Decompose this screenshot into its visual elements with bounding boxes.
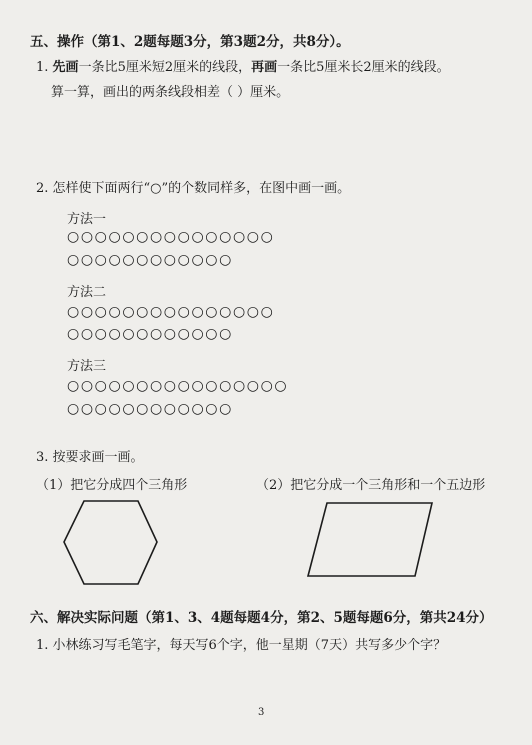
circle-glyph: ○	[274, 378, 289, 394]
circle-glyph: ○	[163, 378, 178, 394]
circle-glyph: ○	[94, 401, 109, 417]
circle-glyph: ○	[67, 229, 81, 245]
circle-glyph: ○	[67, 378, 81, 394]
circle-glyph: ○	[219, 304, 233, 320]
method-3-circle-row-1	[67, 379, 288, 393]
circle-glyph: ○	[122, 378, 137, 394]
circle-glyph: ○	[260, 229, 275, 245]
question-1-line-1	[36, 56, 450, 75]
question-3-text: 3. 按要求画一画。	[36, 450, 144, 465]
question-1-line-2: 算一算，画出的两条线段相差（ ）厘米。	[51, 85, 290, 100]
question-1-number: 1.	[36, 60, 49, 75]
circle-glyph: ○	[191, 229, 206, 245]
circle-glyph: ○	[67, 252, 81, 268]
circle-glyph: ○	[177, 229, 192, 245]
circle-glyph: ○	[122, 326, 137, 342]
circle-glyph: ○	[205, 401, 220, 417]
circle-glyph: ○	[108, 304, 123, 320]
circle-glyph: ○	[80, 401, 95, 417]
circle-glyph: ○	[94, 304, 109, 320]
section-6-question-1: 1. 小林练习写毛笔字，每天写6个字，他一星期（7天）共写多少个字？	[36, 638, 447, 653]
circle-glyph: ○	[177, 252, 192, 268]
circle-glyph: ○	[136, 378, 150, 394]
circle-glyph: ○	[136, 304, 150, 320]
circle-glyph: ○	[136, 252, 150, 268]
circle-glyph: ○	[191, 378, 206, 394]
circle-glyph: ○	[67, 401, 81, 417]
circle-glyph: ○	[163, 401, 178, 417]
circle-glyph: ○	[136, 401, 150, 417]
circle-glyph: ○	[80, 252, 95, 268]
method-1-circle-row-2	[67, 253, 233, 267]
circle-glyph: ○	[219, 401, 233, 417]
circle-glyph: ○	[122, 401, 137, 417]
circle-glyph: ○	[80, 304, 95, 320]
page-number: 3	[258, 707, 265, 718]
method-2-label: 方法二	[67, 285, 107, 300]
question-1-first-emphasis: 先画	[52, 60, 79, 75]
circle-glyph: ○	[205, 252, 220, 268]
hexagon-figure	[60, 498, 160, 588]
circle-glyph: ○	[232, 378, 247, 394]
circle-glyph: ○	[108, 401, 123, 417]
circle-glyph: ○	[163, 326, 178, 342]
circle-glyph: ○	[108, 378, 123, 394]
question-2-text: 2. 怎样使下面两行“○”的个数同样多，在图中画一画。	[36, 181, 351, 196]
circle-glyph: ○	[122, 252, 137, 268]
circle-glyph: ○	[177, 326, 192, 342]
circle-glyph: ○	[191, 326, 206, 342]
hexagon-outline	[64, 501, 157, 584]
method-3-label: 方法三	[67, 359, 107, 374]
circle-glyph: ○	[232, 229, 247, 245]
circle-glyph: ○	[108, 229, 123, 245]
circle-glyph: ○	[177, 378, 192, 394]
circle-glyph: ○	[246, 304, 261, 320]
parallelogram-figure	[303, 498, 438, 583]
parallelogram-outline	[308, 503, 432, 576]
question-1-first-text: 一条比5厘米短2厘米的线段，	[78, 60, 252, 75]
circle-glyph: ○	[94, 252, 109, 268]
circle-glyph: ○	[149, 401, 164, 417]
circle-glyph: ○	[232, 304, 247, 320]
circle-glyph: ○	[122, 229, 137, 245]
circle-glyph: ○	[191, 401, 206, 417]
circle-glyph: ○	[149, 229, 164, 245]
circle-glyph: ○	[177, 401, 192, 417]
section-6-title: 六、解决实际问题（第1、3、4题每题4分，第2、5题每题6分，第共24分）	[30, 610, 493, 626]
circle-glyph: ○	[94, 326, 109, 342]
section-5-title: 五、操作（第1、2题每题3分，第3题2分，共8分）。	[30, 34, 350, 50]
circle-glyph: ○	[191, 304, 206, 320]
circle-glyph: ○	[246, 378, 261, 394]
method-1-label: 方法一	[67, 212, 107, 227]
circle-glyph: ○	[246, 229, 261, 245]
circle-glyph: ○	[94, 378, 109, 394]
circle-glyph: ○	[149, 326, 164, 342]
circle-glyph: ○	[205, 378, 220, 394]
circle-glyph: ○	[205, 326, 220, 342]
circle-glyph: ○	[108, 326, 123, 342]
circle-glyph: ○	[177, 304, 192, 320]
method-3-circle-row-2	[67, 402, 233, 416]
circle-glyph: ○	[205, 229, 220, 245]
method-2-circle-row-2	[67, 327, 233, 341]
question-1-second-text: 一条比5厘米长2厘米的线段。	[277, 60, 450, 75]
question-1-second-emphasis: 再画	[251, 60, 278, 75]
circle-glyph: ○	[80, 326, 95, 342]
circle-glyph: ○	[260, 378, 275, 394]
circle-glyph: ○	[149, 252, 164, 268]
circle-glyph: ○	[67, 304, 81, 320]
circle-glyph: ○	[108, 252, 123, 268]
circle-glyph: ○	[67, 326, 81, 342]
circle-glyph: ○	[136, 229, 150, 245]
circle-glyph: ○	[205, 304, 220, 320]
circle-glyph: ○	[80, 229, 95, 245]
circle-glyph: ○	[219, 252, 233, 268]
circle-glyph: ○	[149, 304, 164, 320]
circle-glyph: ○	[163, 229, 178, 245]
circle-glyph: ○	[163, 304, 178, 320]
circle-glyph: ○	[219, 229, 233, 245]
circle-glyph: ○	[149, 378, 164, 394]
method-1-circle-row-1	[67, 230, 274, 244]
method-2-circle-row-1	[67, 305, 274, 319]
circle-glyph: ○	[219, 378, 233, 394]
question-3-sub-2: （2）把它分成一个三角形和一个五边形	[256, 478, 486, 493]
circle-glyph: ○	[94, 229, 109, 245]
circle-glyph: ○	[80, 378, 95, 394]
circle-glyph: ○	[136, 326, 150, 342]
circle-glyph: ○	[163, 252, 178, 268]
question-3-sub-1: （1）把它分成四个三角形	[36, 478, 188, 493]
circle-glyph: ○	[191, 252, 206, 268]
circle-glyph: ○	[122, 304, 137, 320]
circle-glyph: ○	[219, 326, 233, 342]
circle-glyph: ○	[260, 304, 275, 320]
